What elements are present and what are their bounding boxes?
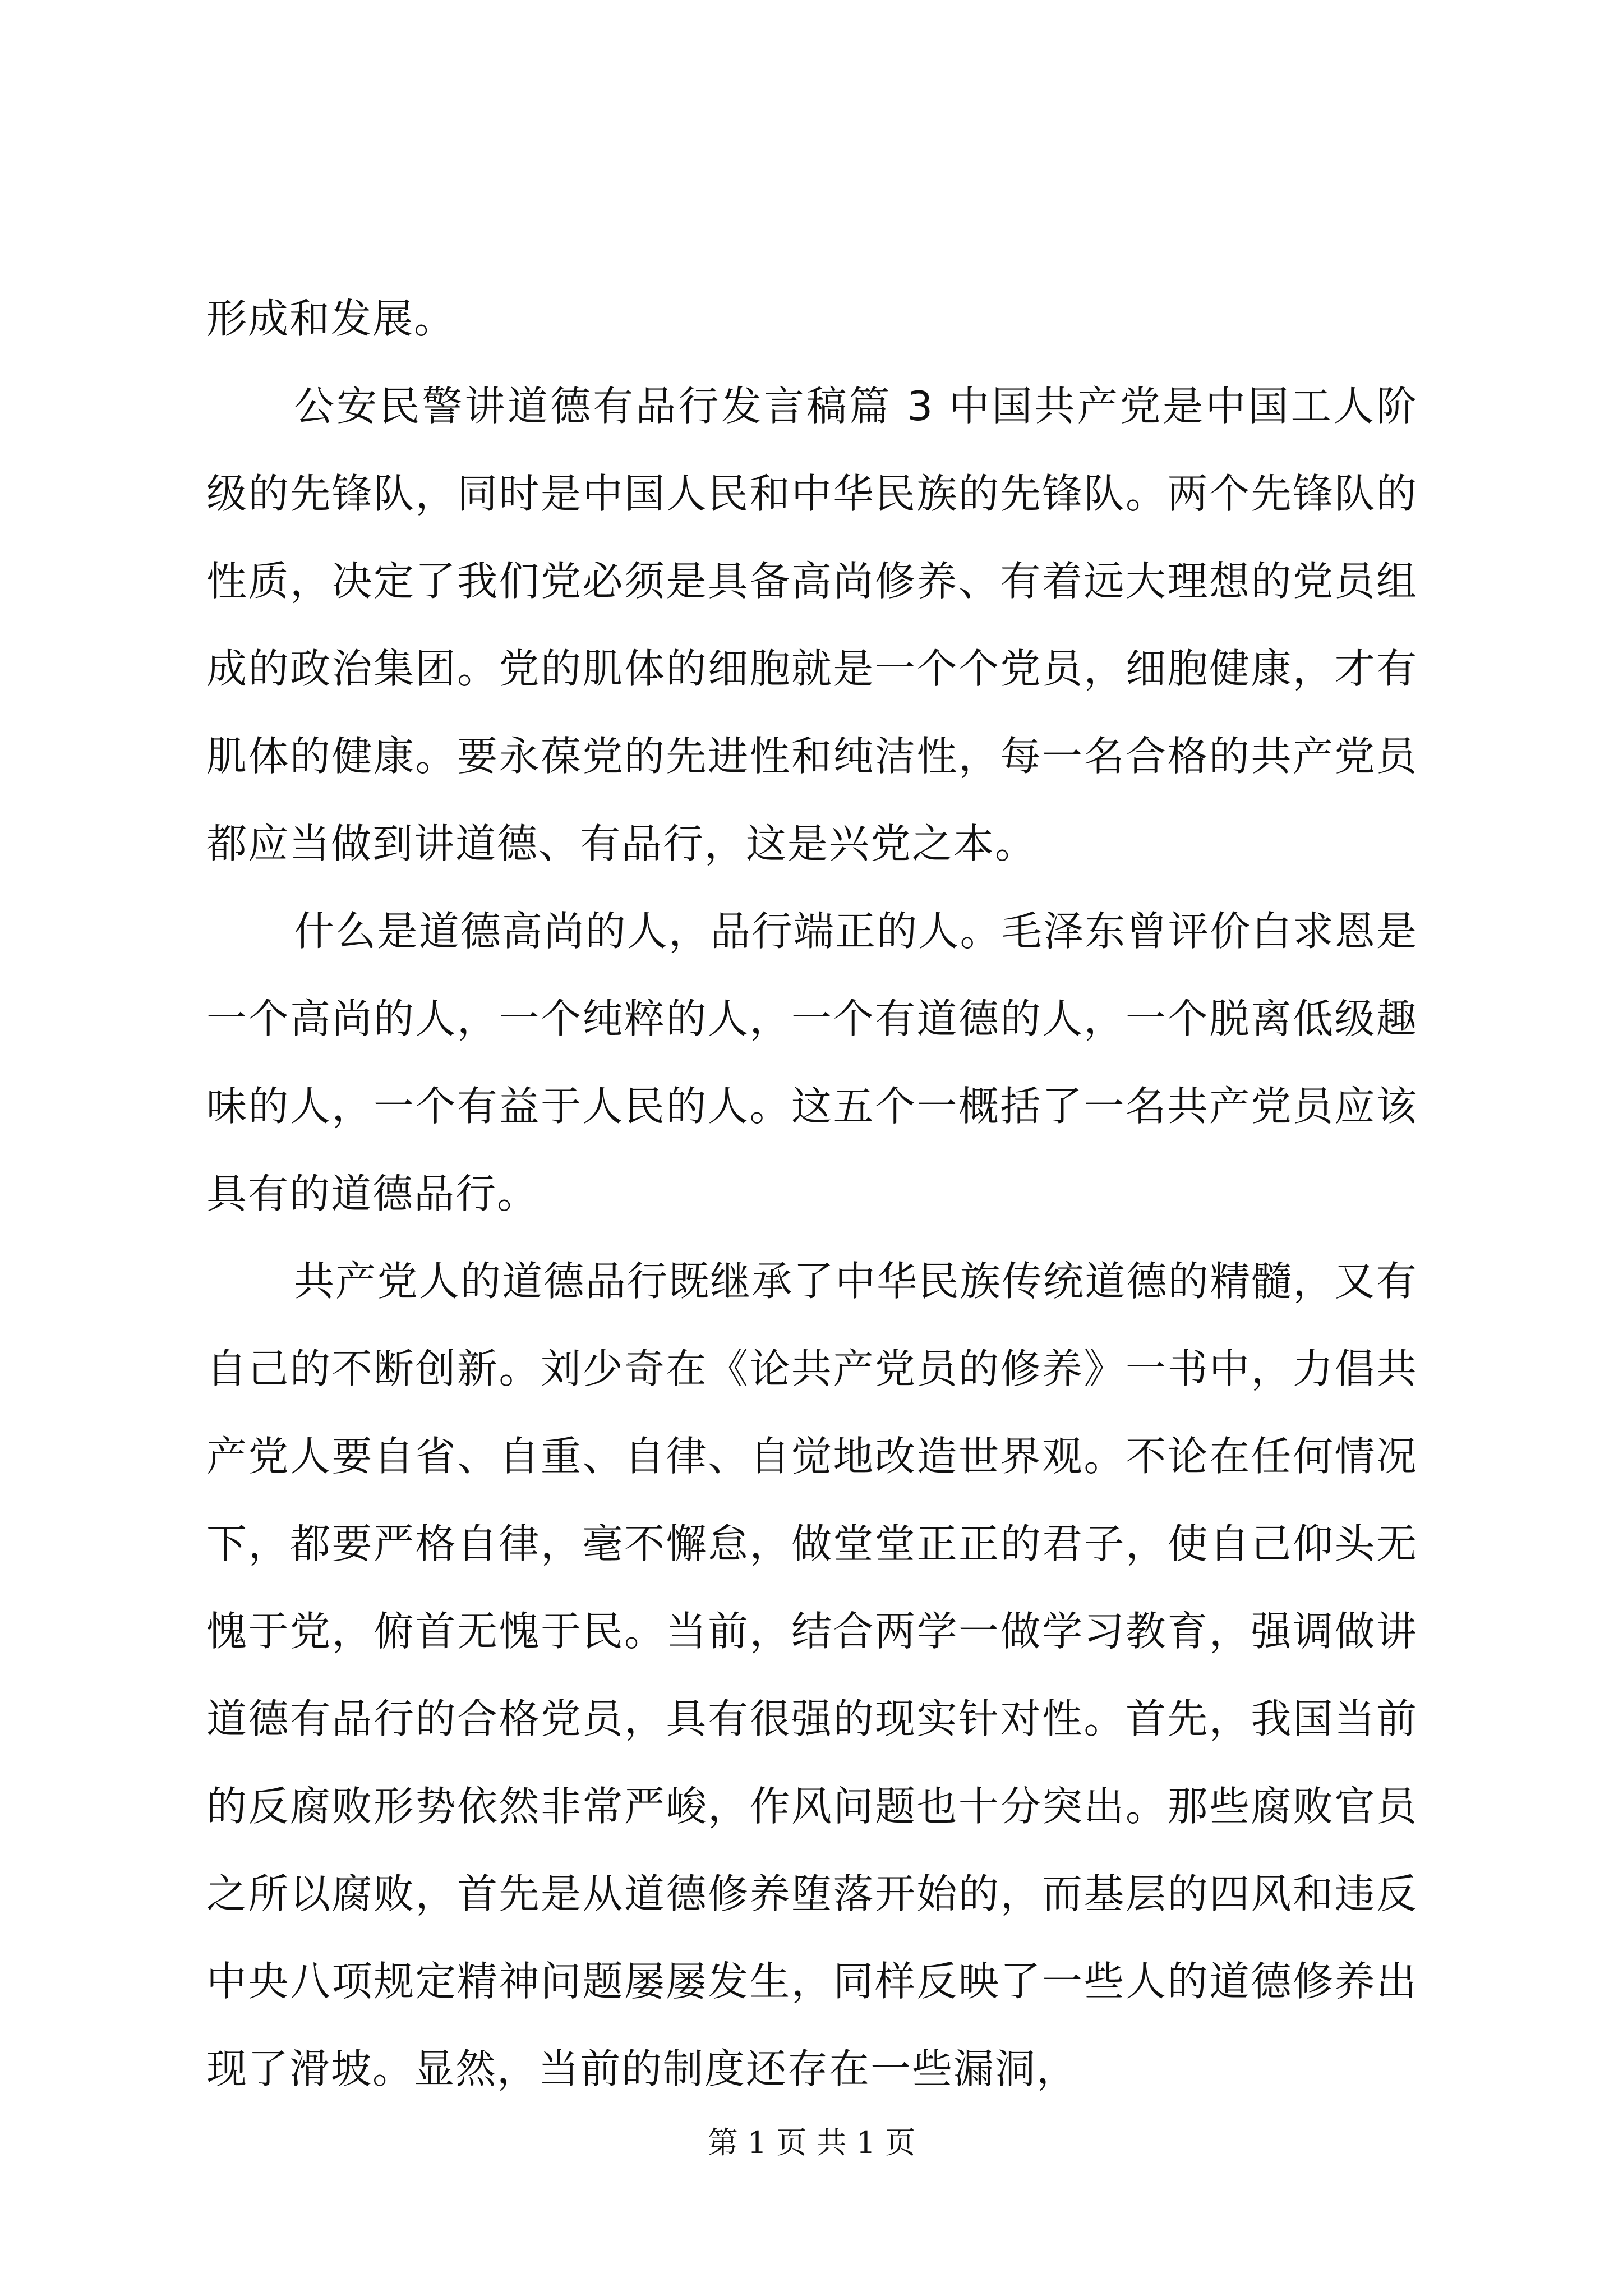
document-body — [206, 275, 1418, 2113]
page-footer: 第 1 页 共 1 页 — [707, 2125, 916, 2160]
paragraph-2: 公安民警讲道德有品行发言稿篇 3 中国共产党是中国工人阶级的先锋队，同时是中国人民和中华民族的先锋队。两个先锋队的性质，决定了我们党必须是具备高尚修养、有着远大理想的党员组成的政治集团。党的肌体的细胞就是一个个党员，细胞健康，才有肌体的健康。要永葆党的先进性和纯洁性，每一名合格的共产党员都应当做到讲道德、有品行，这是兴党之本。 — [206, 383, 1418, 867]
paragraph-1: 形成和发展。 — [206, 295, 456, 342]
paragraph-4: 共产党人的道德品行既继承了中华民族传统道德的精髓，又有自己的不断创新。刘少奇在《论共产党员的修养》一书中，力倡共产党人要自省、自重、自律、自觉地改造世界观。不论在任何情况下，都要严格自律，毫不懈怠，做堂堂正正的君子，使自己仰头无愧于党，俯首无愧于民。当前，结合两学一做学习教育，强调做讲道德有品行的合格党员，具有很强的现实针对性。首先，我国当前的反腐败形势依然非常严峻，作风问题也十分突出。那些腐败官员之所以腐败，首先是从道德修养堕落开始的，而基层的四风和违反中央八项规定精神问题屡屡发生，同样反映了一些人的道德修养出现了滑坡。显然，当前的制度还存在一些漏洞， — [206, 1258, 1418, 2092]
paragraph-3: 什么是道德高尚的人，品行端正的人。毛泽东曾评价白求恩是一个高尚的人，一个纯粹的人，一个有道德的人，一个脱离低级趣味的人，一个有益于人民的人。这五个一概括了一名共产党员应该具有的道德品行。 — [206, 908, 1418, 1217]
